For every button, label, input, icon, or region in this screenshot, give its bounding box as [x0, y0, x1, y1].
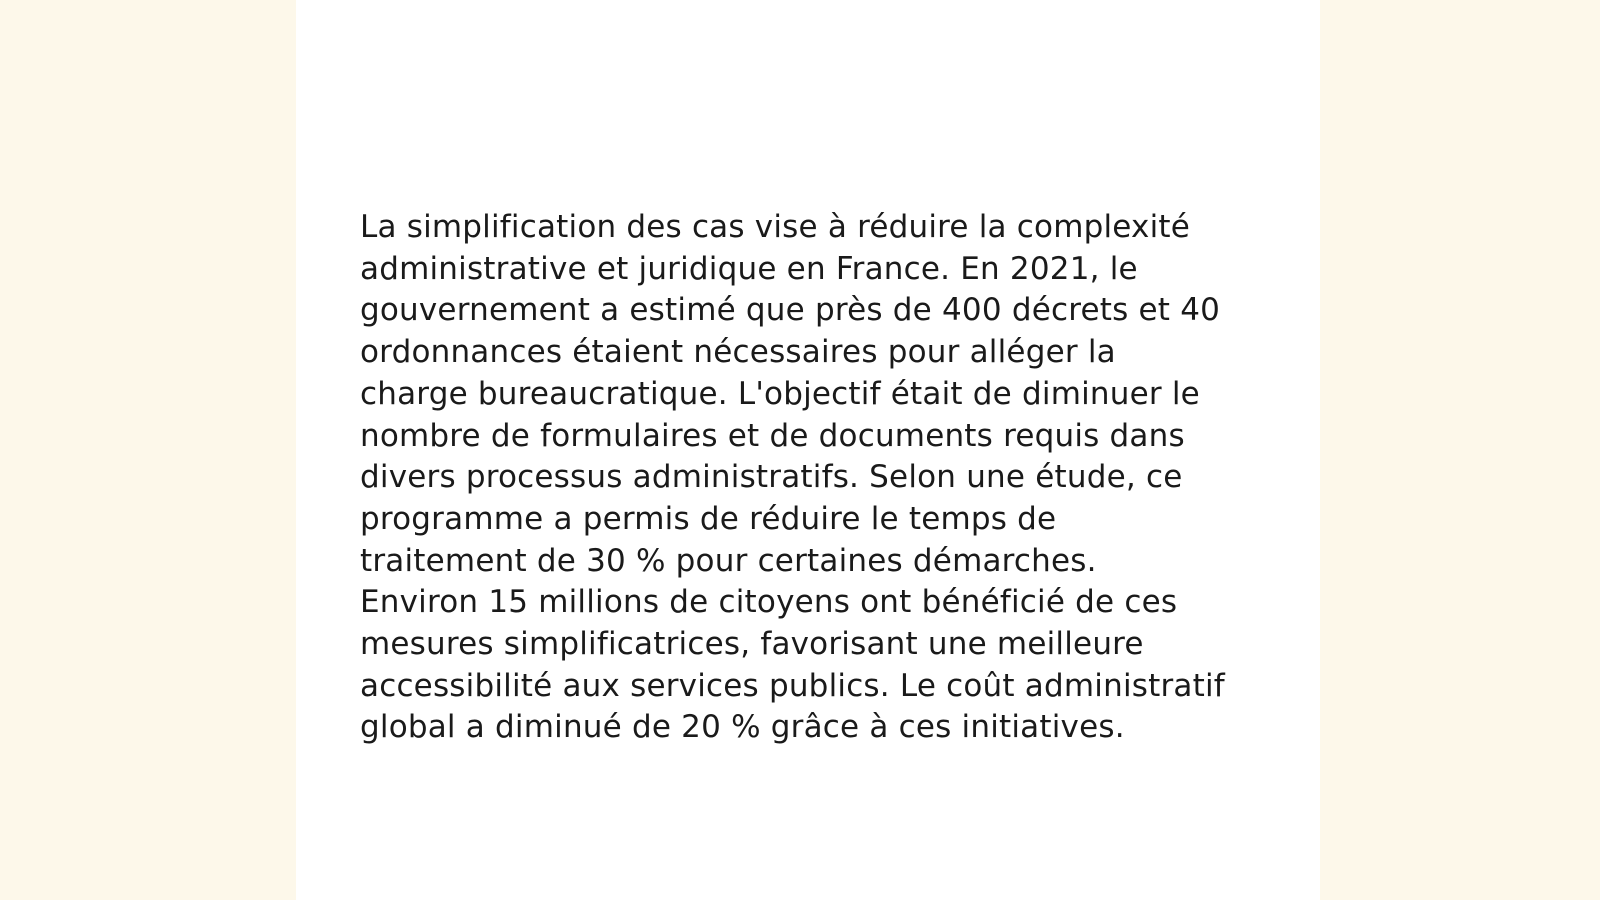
paragraph-line: accessibilité aux services publics. Le coût administratif [360, 667, 1225, 704]
paragraph-line: mesures simplificatrices, favorisant une meilleure [360, 626, 1144, 663]
paragraph-line: La simplification des cas vise à réduire la complexité [360, 209, 1191, 245]
paragraph-line: nombre de formulaires et de documents requis dans [360, 417, 1185, 454]
paragraph-line: programme a permis de réduire le temps de [360, 500, 1057, 537]
document-paragraph [360, 207, 1260, 749]
paragraph-line: administrative et juridique en France. En 2021, le [360, 250, 1138, 287]
paragraph-line: traitement de 30 % pour certaines démarches. [360, 542, 1097, 579]
paragraph-line: divers processus administratifs. Selon une étude, ce [360, 459, 1183, 496]
document-page [296, 0, 1320, 900]
paragraph-line: global a diminué de 20 % grâce à ces initiatives. [360, 709, 1125, 746]
paragraph-line: ordonnances étaient nécessaires pour alléger la [360, 334, 1116, 371]
paragraph-line: charge bureaucratique. L'objectif était de diminuer le [360, 375, 1200, 412]
paragraph-line: gouvernement a estimé que près de 400 décrets et 40 [360, 292, 1221, 329]
paragraph-line: Environ 15 millions de citoyens ont bénéficié de ces [360, 584, 1178, 621]
